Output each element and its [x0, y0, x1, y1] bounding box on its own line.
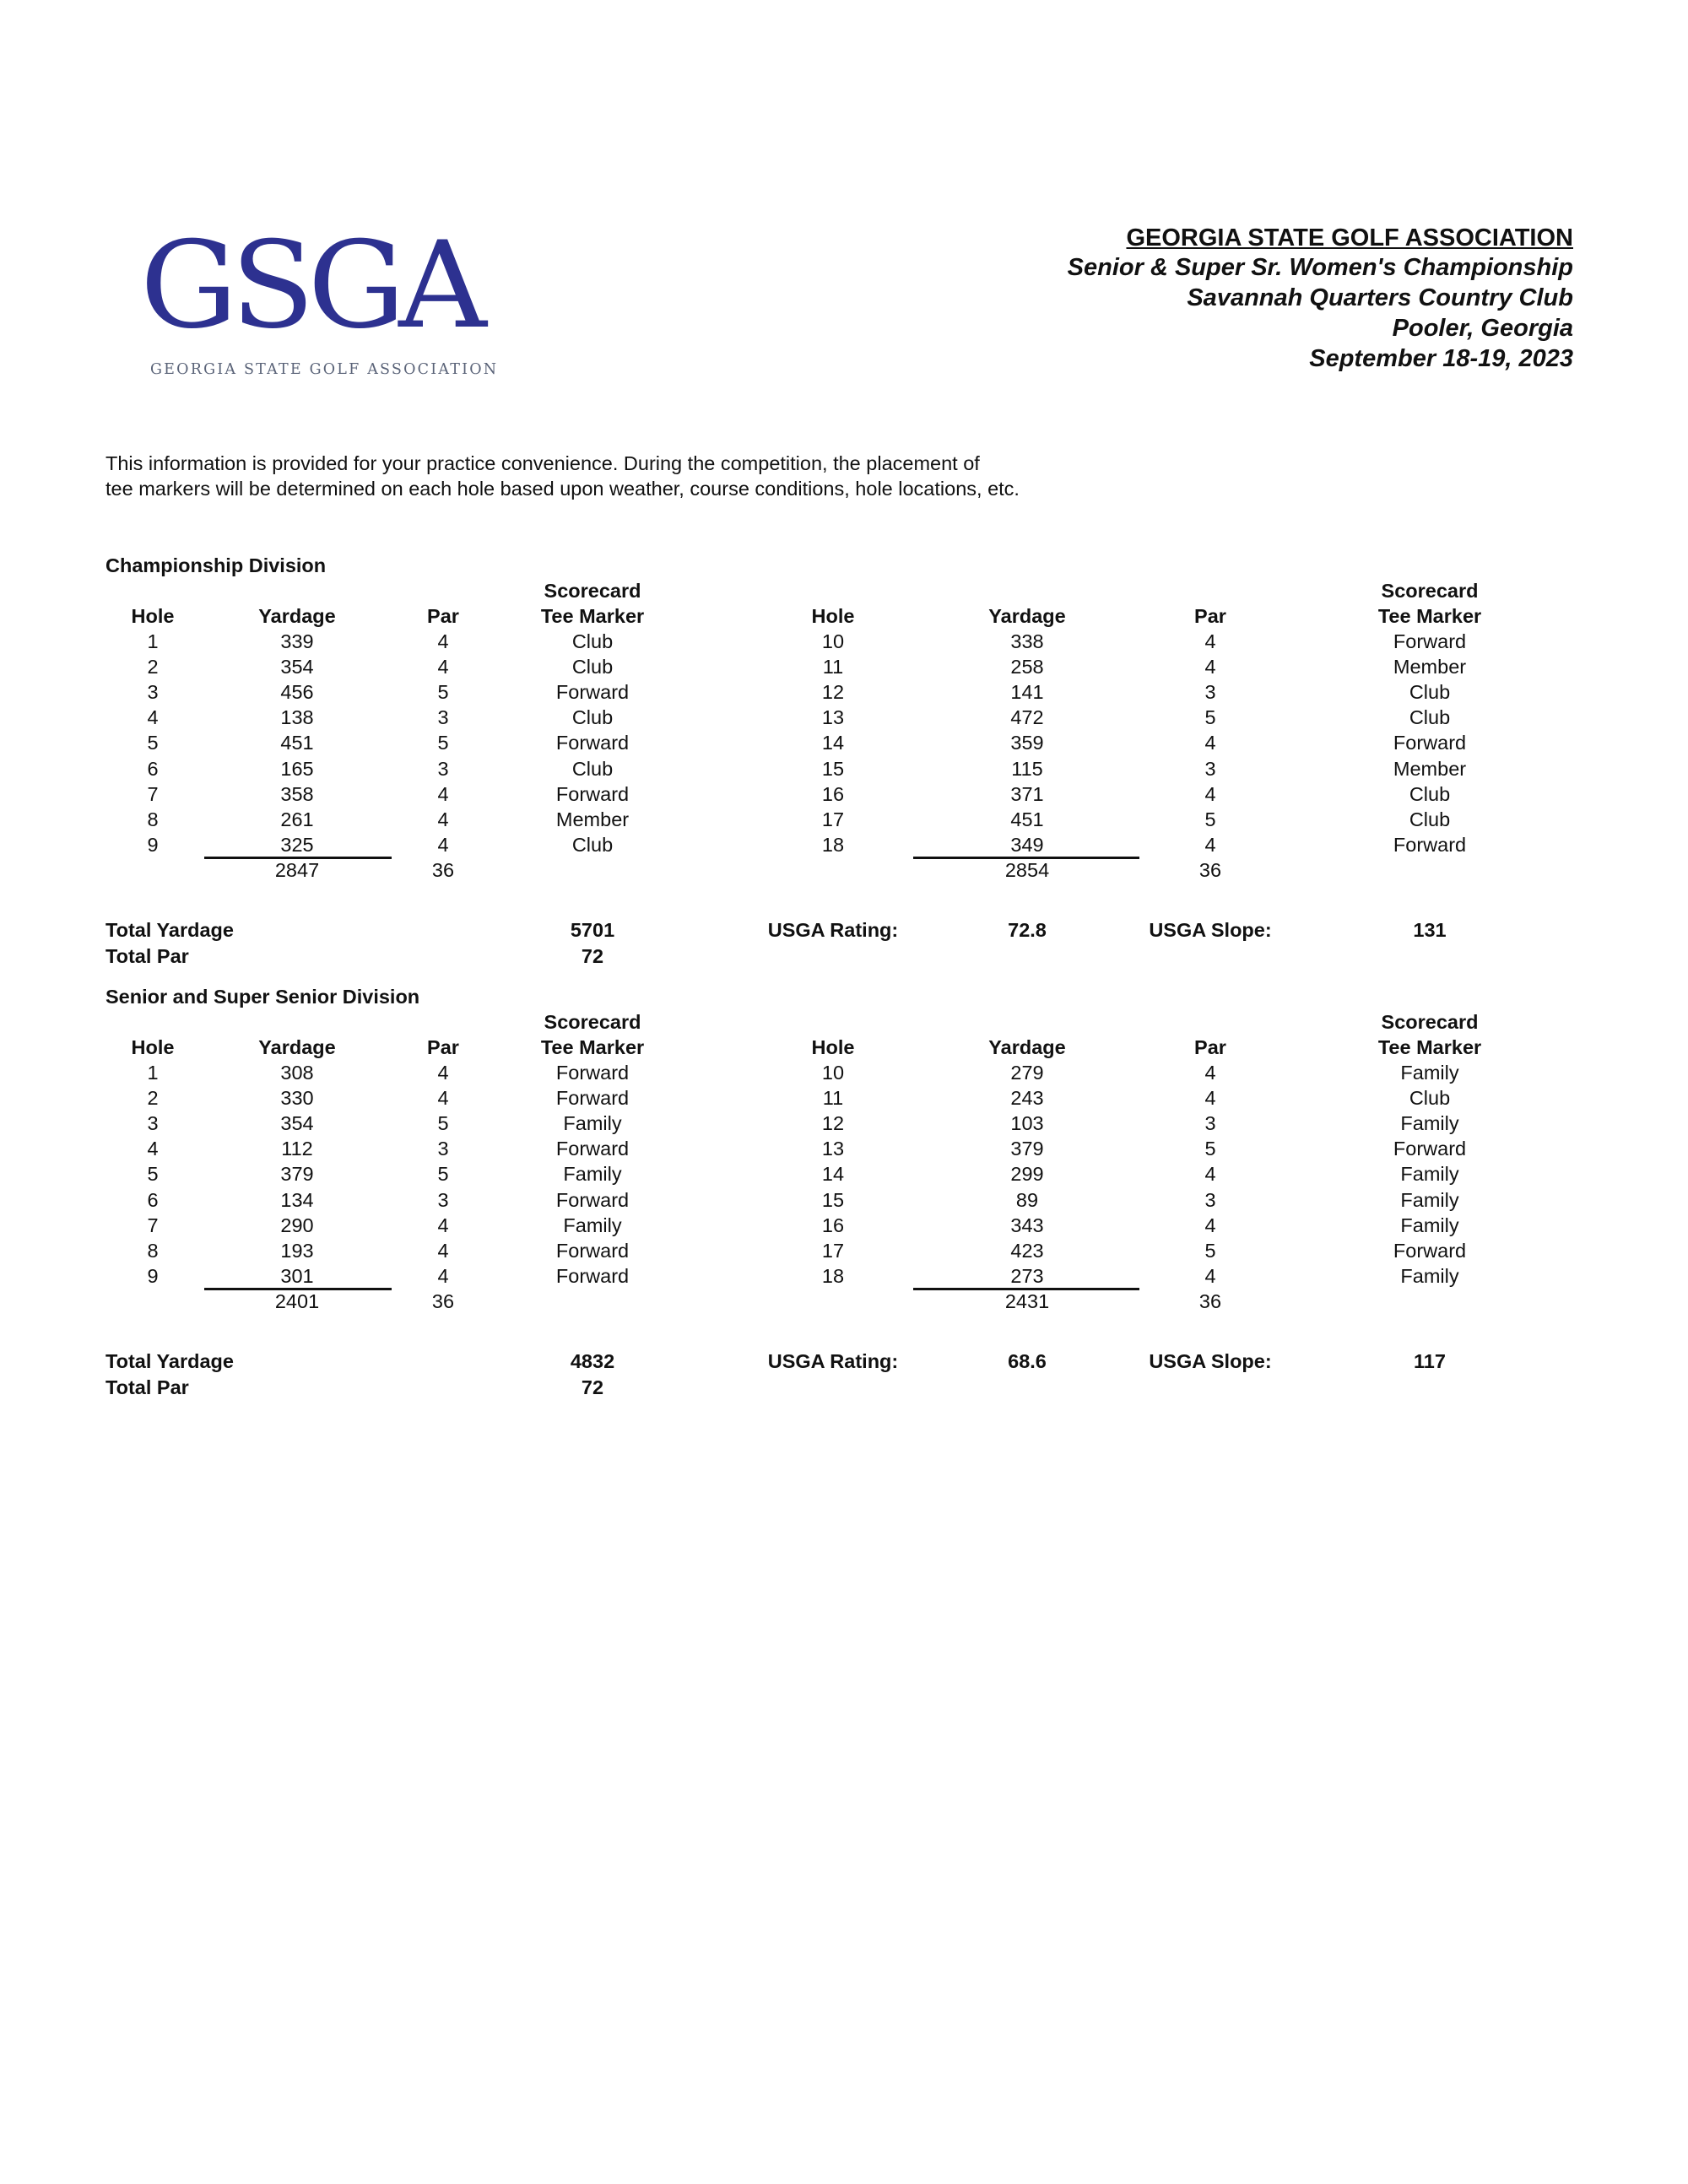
cell-par: 5 [1204, 808, 1216, 830]
cell-hole: 1 [147, 1062, 159, 1084]
cell-par: 4 [437, 782, 449, 805]
column-header-yardage: Yardage [988, 1036, 1066, 1058]
cell-yardage: 354 [280, 1112, 314, 1135]
usga-rating-label: USGA Rating: [767, 919, 899, 941]
event-dates: September 18-19, 2023 [1309, 345, 1573, 372]
cell-par: 4 [437, 630, 449, 652]
cell-hole: 7 [147, 782, 159, 805]
intro-line-2: tee markers will be determined on each hole based upon weather, course conditions, hole locations, etc. [106, 478, 1020, 500]
cell-par: 3 [1204, 1112, 1216, 1135]
cell-par: 3 [437, 757, 449, 780]
cell-hole: 15 [821, 1188, 845, 1211]
cell-yardage: 472 [1010, 706, 1044, 729]
cell-tee-marker: Family [1400, 1163, 1459, 1186]
cell-yardage: 141 [1010, 681, 1044, 704]
cell-yardage: 379 [280, 1163, 314, 1186]
cell-hole: 12 [821, 681, 845, 704]
cell-hole: 18 [821, 833, 845, 856]
cell-yardage: 165 [280, 757, 314, 780]
cell-hole: 16 [821, 1214, 845, 1236]
cell-hole: 9 [147, 1264, 159, 1287]
cell-tee-marker: Family [563, 1112, 622, 1135]
cell-hole: 14 [821, 732, 845, 754]
cell-par: 3 [1204, 681, 1216, 704]
cell-yardage: 451 [280, 732, 314, 754]
cell-par: 4 [437, 1087, 449, 1110]
cell-par: 4 [1204, 1087, 1216, 1110]
cell-par: 4 [437, 1214, 449, 1236]
front-nine-total-yardage: 2401 [274, 1289, 320, 1312]
cell-par: 4 [1204, 656, 1216, 678]
column-header-hole: Hole [811, 1036, 855, 1058]
cell-hole: 10 [821, 1062, 845, 1084]
back-nine-total-par: 36 [1198, 858, 1222, 881]
back-nine-total-yardage: 2431 [1004, 1289, 1050, 1312]
column-header-tee-marker: Tee Marker [540, 605, 645, 627]
total-par-label: Total Par [106, 1376, 189, 1398]
cell-yardage: 423 [1010, 1239, 1044, 1262]
cell-par: 4 [1204, 732, 1216, 754]
cell-yardage: 339 [280, 630, 314, 652]
cell-yardage: 343 [1010, 1214, 1044, 1236]
cell-hole: 17 [821, 808, 845, 830]
cell-par: 5 [1204, 1138, 1216, 1160]
cell-hole: 13 [821, 706, 845, 729]
cell-par: 5 [437, 1163, 449, 1186]
usga-slope-value: 131 [1413, 919, 1447, 941]
cell-hole: 9 [147, 833, 159, 856]
cell-yardage: 359 [1010, 732, 1044, 754]
cell-yardage: 330 [280, 1087, 314, 1110]
cell-hole: 6 [147, 757, 159, 780]
cell-yardage: 325 [280, 833, 314, 856]
cell-tee-marker: Member [555, 808, 630, 830]
column-header-par: Par [427, 1036, 459, 1058]
cell-yardage: 308 [280, 1062, 314, 1084]
cell-tee-marker: Club [1409, 1087, 1451, 1110]
cell-tee-marker: Forward [1393, 1239, 1467, 1262]
cell-yardage: 115 [1011, 757, 1043, 780]
cell-yardage: 273 [1010, 1264, 1044, 1287]
cell-hole: 2 [147, 1087, 159, 1110]
cell-tee-marker: Member [1393, 757, 1467, 780]
column-header-yardage: Yardage [258, 605, 336, 627]
cell-hole: 5 [147, 732, 159, 754]
front-nine-total-par: 36 [431, 1289, 455, 1312]
cell-yardage: 138 [280, 706, 314, 729]
cell-yardage: 456 [280, 681, 314, 704]
cell-tee-marker: Club [571, 757, 614, 780]
column-header-yardage: Yardage [258, 1036, 336, 1058]
total-yardage-label: Total Yardage [106, 1350, 234, 1372]
cell-par: 4 [437, 808, 449, 830]
column-header-par: Par [1194, 605, 1226, 627]
cell-tee-marker: Club [1409, 782, 1451, 805]
column-header-hole: Hole [131, 605, 175, 627]
column-header-tee-marker: Tee Marker [540, 1036, 645, 1058]
cell-par: 5 [437, 732, 449, 754]
back-nine-total-par: 36 [1198, 1289, 1222, 1312]
event-location: Pooler, Georgia [1392, 315, 1573, 342]
division-title: Senior and Super Senior Division [106, 986, 420, 1008]
cell-tee-marker: Family [1400, 1188, 1459, 1211]
cell-tee-marker: Club [571, 706, 614, 729]
column-header-par: Par [1194, 1036, 1226, 1058]
cell-tee-marker: Member [1393, 656, 1467, 678]
cell-par: 4 [1204, 833, 1216, 856]
cell-hole: 13 [821, 1138, 845, 1160]
cell-tee-marker: Forward [1393, 1138, 1467, 1160]
cell-par: 5 [1204, 706, 1216, 729]
cell-par: 3 [1204, 757, 1216, 780]
usga-slope-value: 117 [1414, 1350, 1446, 1372]
cell-par: 3 [437, 1138, 449, 1160]
cell-tee-marker: Forward [555, 681, 630, 704]
front-nine-total-par: 36 [431, 858, 455, 881]
cell-tee-marker: Club [571, 833, 614, 856]
cell-yardage: 134 [280, 1188, 314, 1211]
cell-tee-marker: Forward [555, 782, 630, 805]
cell-tee-marker: Family [563, 1214, 622, 1236]
cell-hole: 18 [821, 1264, 845, 1287]
cell-hole: 3 [147, 1112, 159, 1135]
cell-yardage: 338 [1010, 630, 1044, 652]
logo-caption: GEORGIA STATE GOLF ASSOCIATION [150, 361, 499, 378]
cell-yardage: 112 [281, 1138, 313, 1160]
cell-yardage: 354 [280, 656, 314, 678]
cell-par: 5 [437, 681, 449, 704]
cell-tee-marker: Family [563, 1163, 622, 1186]
cell-hole: 11 [822, 1087, 844, 1110]
cell-hole: 4 [147, 1138, 159, 1160]
cell-par: 4 [1204, 1214, 1216, 1236]
total-par-value: 72 [581, 1376, 604, 1398]
org-title: GEORGIA STATE GOLF ASSOCIATION [1126, 224, 1573, 251]
front-nine-total-yardage: 2847 [274, 858, 320, 881]
cell-par: 4 [437, 1062, 449, 1084]
cell-hole: 5 [147, 1163, 159, 1186]
cell-yardage: 103 [1010, 1112, 1044, 1135]
cell-hole: 17 [821, 1239, 845, 1262]
cell-hole: 6 [147, 1188, 159, 1211]
cell-hole: 15 [821, 757, 845, 780]
column-header-scorecard: Scorecard [1381, 1011, 1479, 1033]
cell-par: 3 [1204, 1188, 1216, 1211]
cell-tee-marker: Family [1400, 1062, 1459, 1084]
cell-tee-marker: Forward [555, 1264, 630, 1287]
cell-tee-marker: Family [1400, 1214, 1459, 1236]
cell-hole: 7 [147, 1214, 159, 1236]
gsga-logo: GSGA [140, 216, 480, 355]
column-header-scorecard: Scorecard [544, 1011, 641, 1033]
cell-par: 4 [1204, 630, 1216, 652]
cell-tee-marker: Forward [1393, 833, 1467, 856]
cell-par: 4 [1204, 1062, 1216, 1084]
total-par-label: Total Par [106, 945, 189, 967]
cell-yardage: 258 [1010, 656, 1044, 678]
cell-tee-marker: Forward [1393, 630, 1467, 652]
cell-tee-marker: Forward [555, 1138, 630, 1160]
cell-yardage: 279 [1010, 1062, 1044, 1084]
cell-yardage: 290 [280, 1214, 314, 1236]
cell-par: 5 [437, 1112, 449, 1135]
cell-par: 4 [1204, 782, 1216, 805]
cell-par: 3 [437, 1188, 449, 1211]
column-header-yardage: Yardage [988, 605, 1066, 627]
cell-hole: 10 [821, 630, 845, 652]
cell-tee-marker: Club [571, 656, 614, 678]
cell-yardage: 301 [280, 1264, 314, 1287]
cell-hole: 4 [147, 706, 159, 729]
column-header-hole: Hole [131, 1036, 175, 1058]
cell-tee-marker: Club [1409, 808, 1451, 830]
cell-yardage: 379 [1010, 1138, 1044, 1160]
cell-yardage: 358 [280, 782, 314, 805]
usga-rating-label: USGA Rating: [767, 1350, 899, 1372]
cell-par: 4 [1204, 1264, 1216, 1287]
cell-tee-marker: Forward [555, 1087, 630, 1110]
cell-yardage: 371 [1010, 782, 1044, 805]
cell-par: 5 [1204, 1239, 1216, 1262]
cell-tee-marker: Forward [1393, 732, 1467, 754]
event-name: Senior & Super Sr. Women's Championship [1067, 254, 1573, 281]
cell-yardage: 243 [1010, 1087, 1044, 1110]
usga-slope-label: USGA Slope: [1149, 919, 1272, 941]
cell-hole: 14 [821, 1163, 845, 1186]
total-yardage-value: 5701 [570, 919, 615, 941]
cell-yardage: 451 [1010, 808, 1044, 830]
cell-par: 4 [437, 1264, 449, 1287]
cell-yardage: 349 [1010, 833, 1044, 856]
cell-hole: 8 [147, 1239, 159, 1262]
cell-tee-marker: Family [1400, 1112, 1459, 1135]
usga-rating-value: 72.8 [1008, 919, 1047, 941]
cell-tee-marker: Forward [555, 1188, 630, 1211]
column-header-hole: Hole [811, 605, 855, 627]
cell-par: 3 [437, 706, 449, 729]
column-header-scorecard: Scorecard [1381, 580, 1479, 602]
cell-tee-marker: Club [1409, 706, 1451, 729]
cell-yardage: 261 [280, 808, 314, 830]
cell-yardage: 89 [1015, 1188, 1039, 1211]
cell-hole: 2 [147, 656, 159, 678]
cell-yardage: 193 [280, 1239, 314, 1262]
total-yardage-label: Total Yardage [106, 919, 234, 941]
cell-par: 4 [437, 1239, 449, 1262]
column-header-tee-marker: Tee Marker [1377, 1036, 1482, 1058]
cell-hole: 16 [821, 782, 845, 805]
usga-slope-label: USGA Slope: [1149, 1350, 1272, 1372]
cell-tee-marker: Forward [555, 1062, 630, 1084]
cell-hole: 1 [147, 630, 159, 652]
back-nine-total-yardage: 2854 [1004, 858, 1050, 881]
cell-hole: 11 [822, 656, 844, 678]
cell-par: 4 [1204, 1163, 1216, 1186]
cell-yardage: 299 [1010, 1163, 1044, 1186]
column-header-scorecard: Scorecard [544, 580, 641, 602]
venue-name: Savannah Quarters Country Club [1187, 284, 1573, 311]
cell-tee-marker: Forward [555, 1239, 630, 1262]
cell-par: 4 [437, 833, 449, 856]
cell-tee-marker: Club [1409, 681, 1451, 704]
cell-hole: 3 [147, 681, 159, 704]
cell-hole: 12 [821, 1112, 845, 1135]
total-yardage-value: 4832 [570, 1350, 615, 1372]
column-header-par: Par [427, 605, 459, 627]
division-title: Championship Division [106, 554, 327, 576]
cell-hole: 8 [147, 808, 159, 830]
cell-tee-marker: Family [1400, 1264, 1459, 1287]
cell-tee-marker: Club [571, 630, 614, 652]
intro-line-1: This information is provided for your practice convenience. During the competition, the placement of [106, 452, 980, 474]
column-header-tee-marker: Tee Marker [1377, 605, 1482, 627]
cell-tee-marker: Forward [555, 732, 630, 754]
total-par-value: 72 [581, 945, 604, 967]
usga-rating-value: 68.6 [1008, 1350, 1047, 1372]
cell-par: 4 [437, 656, 449, 678]
